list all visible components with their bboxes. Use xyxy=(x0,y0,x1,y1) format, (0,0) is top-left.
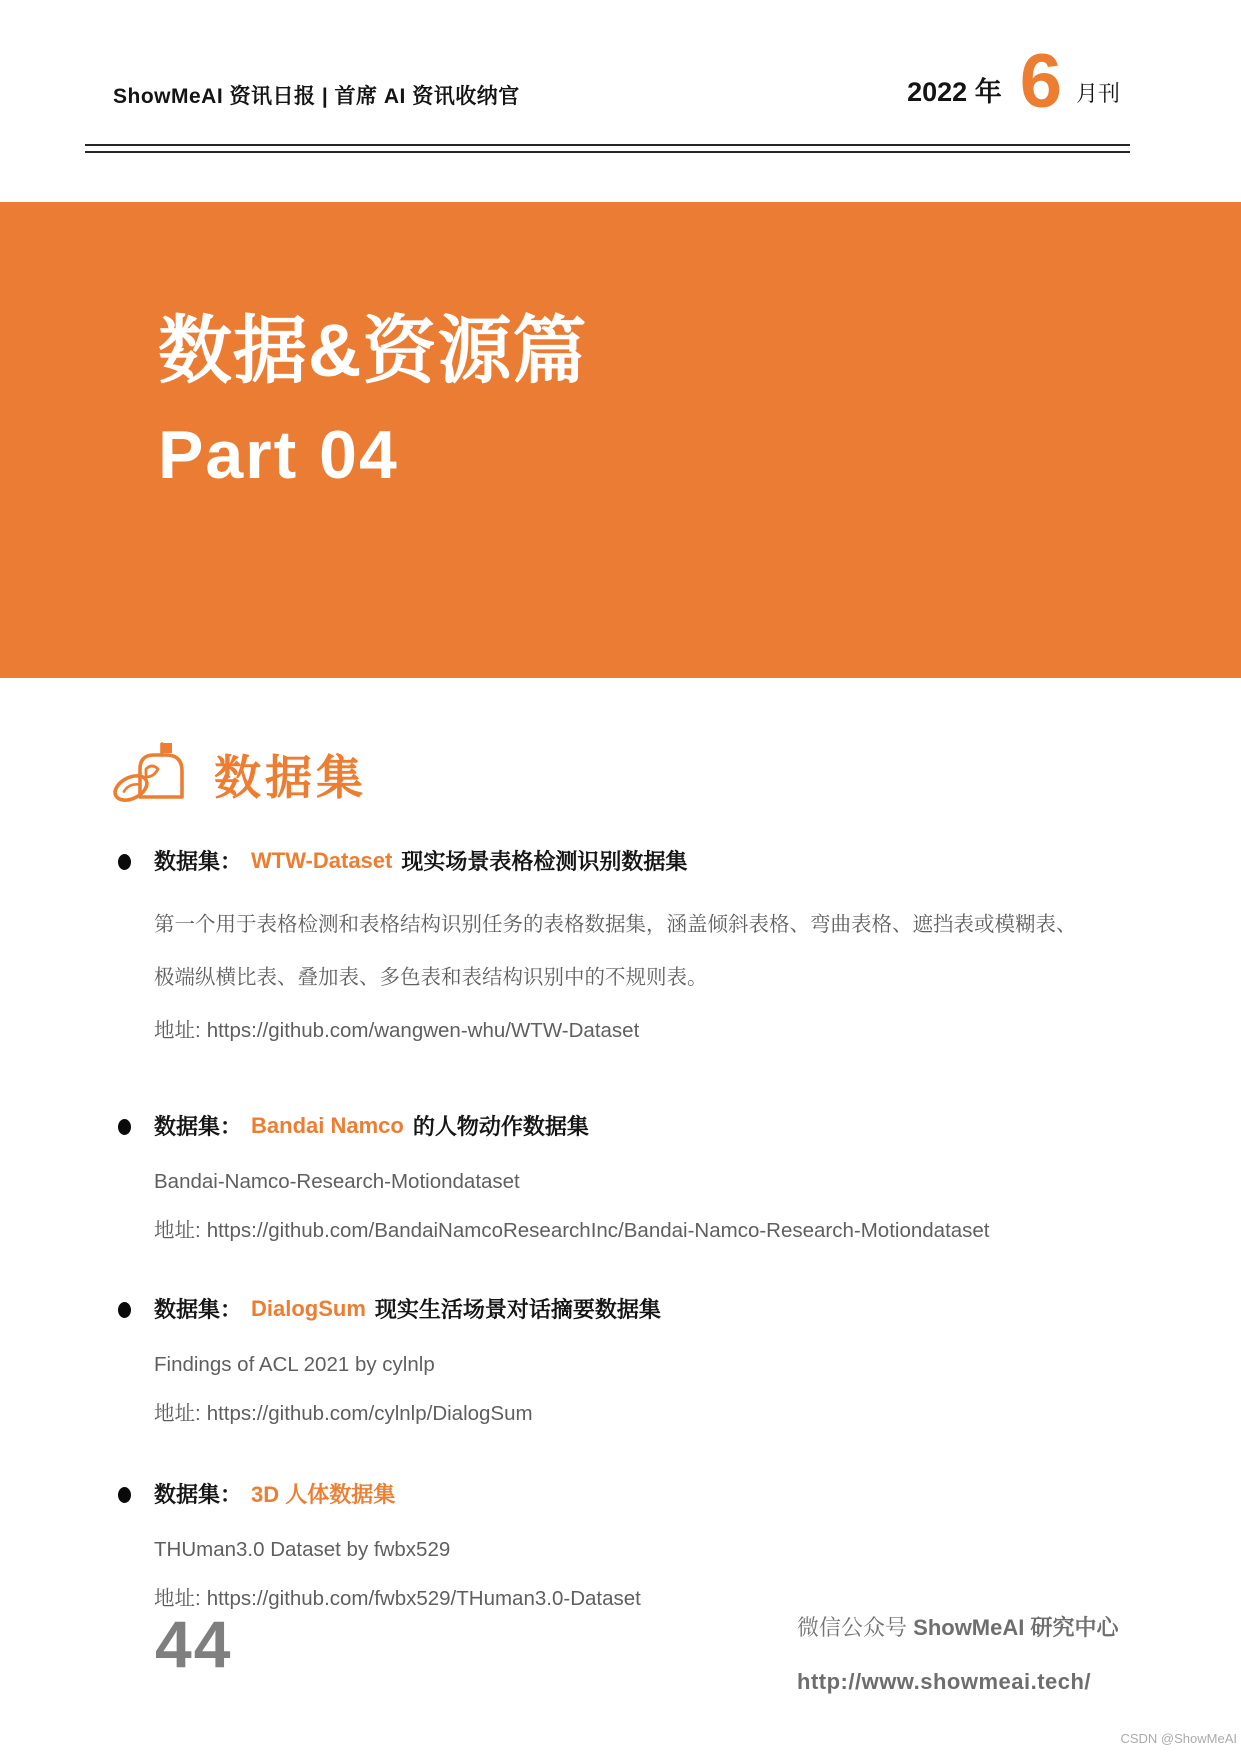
item-description-line: 第一个用于表格检测和表格结构识别任务的表格数据集，涵盖倾斜表格、弯曲表格、遮挡表或模糊表、 xyxy=(154,913,1077,936)
item-address xyxy=(154,1389,1148,1438)
item-label: 数据集： xyxy=(154,849,243,874)
item-description-line: 极端纵横比表、叠加表、多色表和表结构识别中的不规则表。 xyxy=(154,966,708,989)
mailbox-icon xyxy=(110,732,196,816)
github-url[interactable]: https://github.com/BandaiNamcoResearchInc/Bandai-Namco-Research-Motiondataset xyxy=(206,1219,990,1242)
footer-contact xyxy=(797,1613,1118,1697)
item-body xyxy=(154,898,1148,1057)
dataset-item xyxy=(118,845,1148,1057)
csdn-watermark: CSDN @ShowMeAI xyxy=(1120,1731,1237,1746)
item-highlight: 3D 人体数据集 xyxy=(251,1482,396,1507)
bullet-marker xyxy=(118,1487,131,1503)
header-divider xyxy=(85,144,1130,153)
item-label: 数据集： xyxy=(154,1482,243,1507)
site-url[interactable]: http://www.showmeai.tech/ xyxy=(797,1669,1092,1694)
bullet-marker xyxy=(118,854,131,870)
item-title xyxy=(118,845,1148,876)
bullet-marker xyxy=(118,1119,131,1135)
section-title: 数据集 xyxy=(214,750,367,804)
address-label: 地址: xyxy=(154,1587,201,1610)
issue-number: 6 xyxy=(1019,39,1062,124)
page-number: 44 xyxy=(155,1607,233,1681)
section-heading xyxy=(110,732,367,816)
item-title-rest: 现实场景表格检测识别数据集 xyxy=(401,849,688,874)
item-body xyxy=(154,1525,1148,1623)
wechat-account-name: ShowMeAI 研究中心 xyxy=(913,1615,1119,1640)
item-highlight: DialogSum xyxy=(251,1295,366,1321)
item-subtitle: THUman3.0 Dataset by fwbx529 xyxy=(154,1538,451,1561)
address-label: 地址: xyxy=(154,1019,201,1042)
item-body xyxy=(154,1340,1148,1438)
github-url[interactable]: https://github.com/wangwen-whu/WTW-Dataset xyxy=(206,1019,640,1042)
item-highlight: WTW-Dataset xyxy=(251,847,393,873)
item-title-rest: 现实生活场景对话摘要数据集 xyxy=(374,1297,661,1322)
item-address xyxy=(154,1004,1148,1057)
github-url[interactable]: https://github.com/cylnlp/DialogSum xyxy=(206,1402,533,1425)
address-label: 地址: xyxy=(154,1219,201,1242)
item-title xyxy=(118,1110,1148,1141)
item-title xyxy=(118,1293,1148,1324)
wechat-label: 微信公众号 xyxy=(797,1615,908,1640)
item-address xyxy=(154,1206,1148,1255)
dataset-item xyxy=(118,1110,1148,1255)
bullet-marker xyxy=(118,1302,131,1318)
item-highlight: Bandai Namco xyxy=(251,1112,404,1138)
wechat-line xyxy=(797,1613,1118,1643)
part-banner-title: 数据&资源篇 xyxy=(158,309,588,392)
item-label: 数据集： xyxy=(154,1114,243,1139)
part-banner-number: Part 04 xyxy=(158,417,399,493)
item-label: 数据集： xyxy=(154,1297,243,1322)
brand-title: ShowMeAI 资讯日报 | 首席 AI 资讯收纳官 xyxy=(113,85,520,108)
item-subtitle: Findings of ACL 2021 by cylnlp xyxy=(154,1353,435,1376)
github-url[interactable]: https://github.com/fwbx529/THuman3.0-Dataset xyxy=(206,1587,641,1610)
address-label: 地址: xyxy=(154,1402,201,1425)
dataset-item xyxy=(118,1478,1148,1623)
issue-suffix: 月刊 xyxy=(1075,81,1120,106)
issue-year: 2022 年 xyxy=(907,77,1002,107)
item-title xyxy=(118,1478,1148,1509)
item-subtitle: Bandai-Namco-Research-Motiondataset xyxy=(154,1170,520,1193)
part-banner xyxy=(0,202,1241,678)
issue-info xyxy=(907,38,1120,124)
item-body xyxy=(154,1157,1148,1255)
dataset-item xyxy=(118,1293,1148,1438)
item-title-rest: 的人物动作数据集 xyxy=(412,1114,589,1139)
